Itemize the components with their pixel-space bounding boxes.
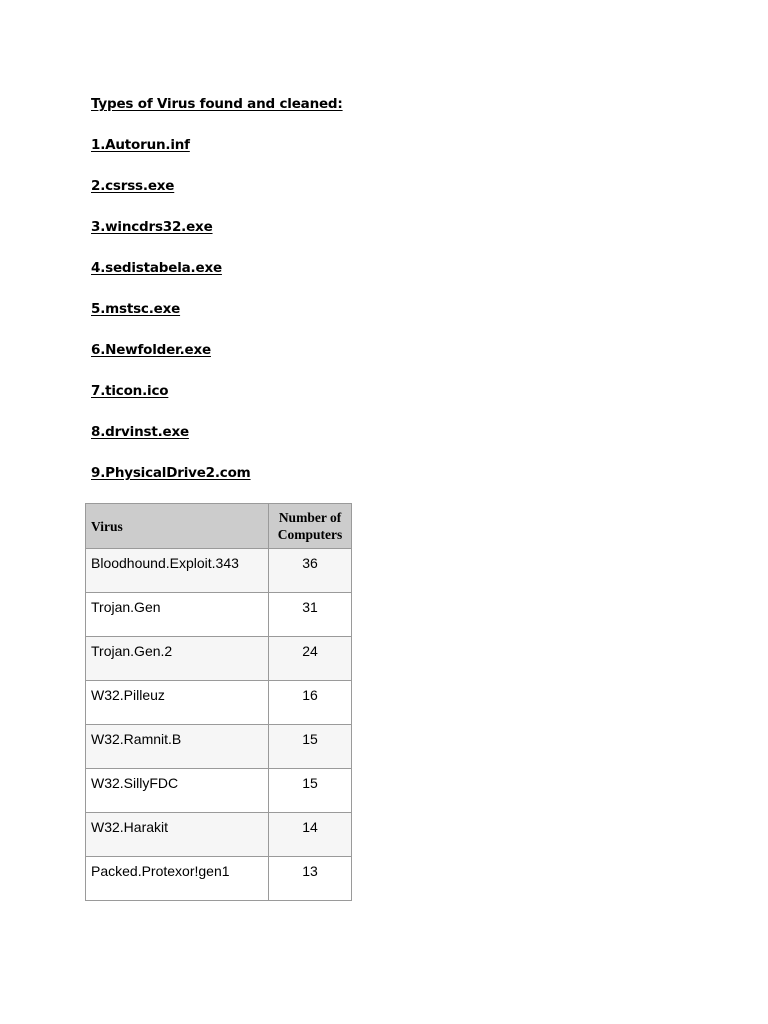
table-row <box>86 857 352 901</box>
virus-name-cell: Trojan.Gen <box>86 593 269 637</box>
virus-name-cell: Bloodhound.Exploit.343 <box>86 549 269 593</box>
table-row <box>86 637 352 681</box>
table-row <box>86 813 352 857</box>
computer-count-cell: 13 <box>269 857 352 901</box>
table-header-row <box>86 504 352 549</box>
table-row <box>86 549 352 593</box>
table-row <box>86 681 352 725</box>
virus-list-item: 7.ticon.ico <box>91 383 169 399</box>
column-header-virus: Virus <box>86 504 269 549</box>
virus-count-table <box>85 503 352 901</box>
virus-list-item: 3.wincdrs32.exe <box>91 219 213 235</box>
column-header-number-of-computers: Number of Computers <box>269 504 352 549</box>
computer-count-cell: 14 <box>269 813 352 857</box>
virus-list-item: 4.sedistabela.exe <box>91 260 222 276</box>
table-row <box>86 725 352 769</box>
virus-list-item: 8.drvinst.exe <box>91 424 189 440</box>
computer-count-cell: 16 <box>269 681 352 725</box>
computer-count-cell: 31 <box>269 593 352 637</box>
computer-count-cell: 15 <box>269 769 352 813</box>
table-row <box>86 769 352 813</box>
virus-name-cell: W32.Harakit <box>86 813 269 857</box>
virus-list-item: 9.PhysicalDrive2.com <box>91 465 251 481</box>
virus-name-cell: W32.Ramnit.B <box>86 725 269 769</box>
computer-count-cell: 15 <box>269 725 352 769</box>
virus-list-item: 5.mstsc.exe <box>91 301 181 317</box>
table-row <box>86 593 352 637</box>
virus-name-cell: W32.SillyFDC <box>86 769 269 813</box>
computer-count-cell: 24 <box>269 637 352 681</box>
virus-name-cell: Packed.Protexor!gen1 <box>86 857 269 901</box>
virus-heading-list <box>91 94 343 504</box>
virus-list-item: 2.csrss.exe <box>91 178 175 194</box>
virus-name-cell: W32.Pilleuz <box>86 681 269 725</box>
virus-list-item: 6.Newfolder.exe <box>91 342 211 358</box>
virus-list-item: 1.Autorun.inf <box>91 137 190 153</box>
virus-name-cell: Trojan.Gen.2 <box>86 637 269 681</box>
section-heading: Types of Virus found and cleaned: <box>91 96 343 112</box>
computer-count-cell: 36 <box>269 549 352 593</box>
